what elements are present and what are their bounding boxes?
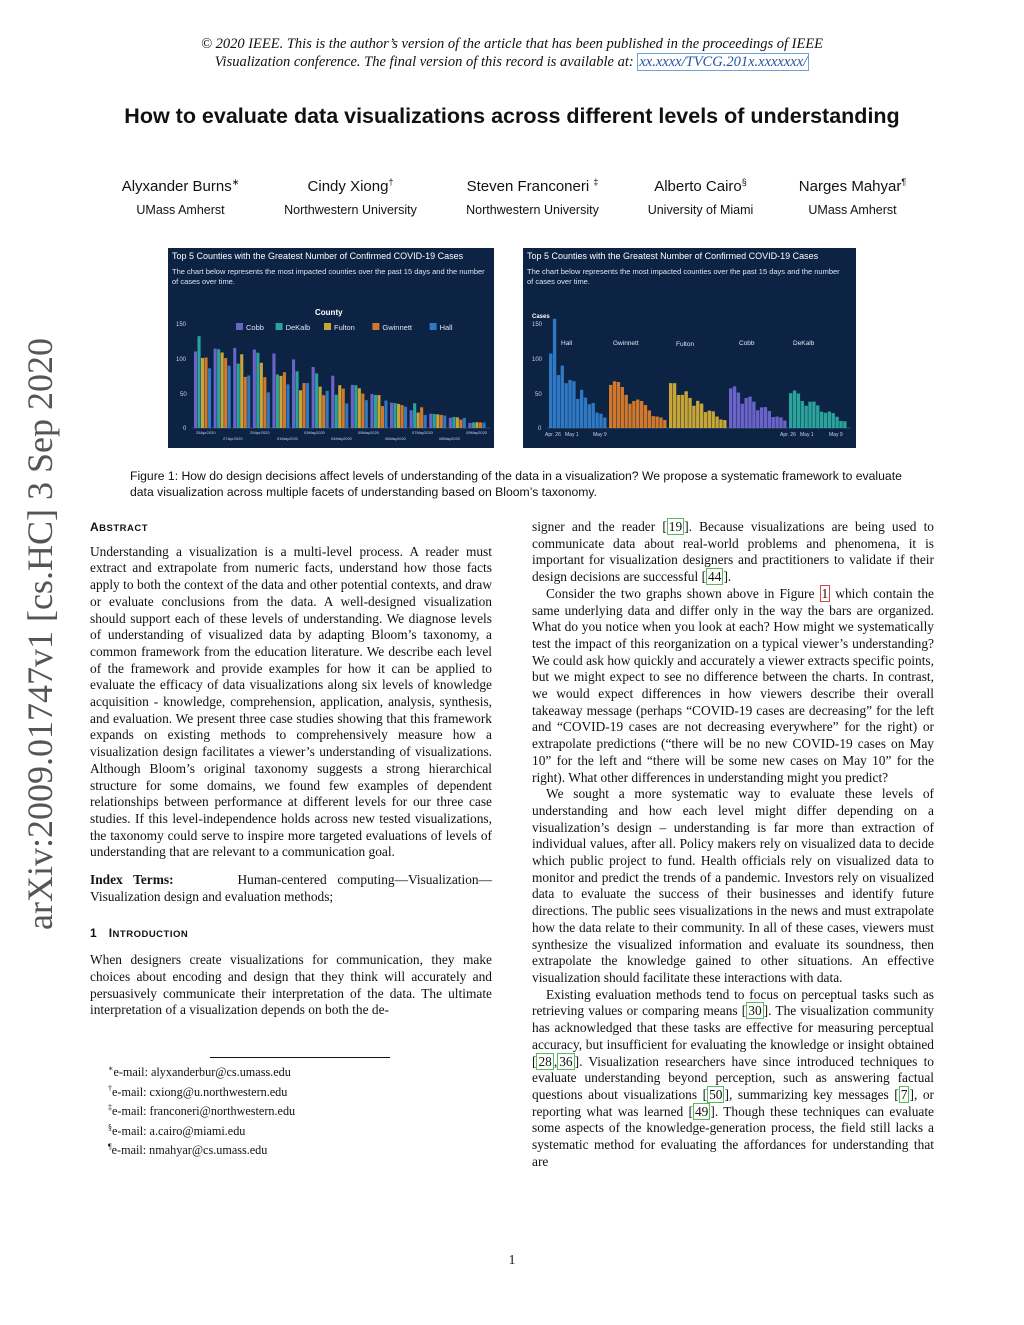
right-bar: [684, 391, 687, 428]
right-bar: [673, 383, 676, 428]
left-bar: [429, 414, 432, 428]
right-bar: [752, 402, 755, 428]
citation-link[interactable]: 44: [708, 569, 722, 585]
author-mark: ‡: [593, 177, 599, 187]
right-chart-subtitle: The chart below represents the most impacted counties over the past 15 days and the number of cases over time.: [527, 267, 840, 286]
rc-text: .: [727, 569, 732, 585]
rc-text: Consider the two graphs shown above in Figure: [546, 585, 820, 601]
left-bar: [475, 422, 478, 428]
copyright-notice: [0, 35, 1024, 71]
left-bar: [306, 383, 309, 428]
right-bar: [599, 414, 602, 428]
left-bar: [244, 377, 247, 428]
right-bar: [621, 387, 624, 428]
left-bar: [433, 414, 436, 428]
left-bar: [315, 373, 318, 428]
left-bar: [303, 383, 306, 428]
right-bar: [797, 393, 800, 428]
right-xtick-r3: May 9: [829, 432, 843, 438]
footnote-rule: [210, 1057, 390, 1058]
paper-title: How to evaluate data visualizations across different levels of understanding: [124, 104, 900, 128]
left-xtick: 06May2020: [385, 436, 406, 441]
right-bar: [737, 393, 740, 428]
left-bar: [345, 403, 348, 428]
left-bar: [472, 422, 475, 428]
right-ytick-50: 50: [535, 392, 542, 398]
abstract-heading-first: A: [90, 520, 100, 534]
left-bar: [361, 394, 364, 428]
footnote-email[interactable]: e-mail: a.cairo@miami.edu: [112, 1123, 246, 1138]
left-bar: [384, 401, 387, 428]
left-bar: [272, 353, 275, 428]
legend-swatch-gwinnett: [372, 323, 379, 330]
right-bar: [741, 404, 744, 428]
right-bar: [561, 366, 564, 428]
left-xtick: 05May2020: [358, 430, 379, 435]
rc-text: . Though these techniques can evaluate some aspects of the knowledge-generation process, the field still lacks a systematic method for evaluating the affordances for understanding that are: [532, 1103, 934, 1169]
intro-paragraph-1: When designers create visualizations for communication, they make choices about encoding and design that they think will accurately and persuasively communicate their interpretation of the data. The ultimate interpretation of a visualization depends on both the de-: [90, 952, 492, 1018]
right-chart-plot: [523, 248, 856, 448]
panel-label-gwinnett: Gwinnett: [613, 340, 639, 347]
footnote-mark: ∗: [108, 1064, 114, 1073]
left-xticks: [196, 430, 488, 441]
right-bar: [760, 407, 763, 428]
right-bar: [624, 395, 627, 428]
right-bar: [644, 405, 647, 428]
left-bar: [410, 410, 413, 428]
left-bar: [342, 389, 345, 428]
left-bar: [247, 376, 250, 428]
right-bar: [783, 420, 786, 428]
author-mark: ∗: [231, 177, 240, 187]
right-bar: [719, 419, 722, 428]
footnote-1: [108, 1061, 488, 1081]
right-bar: [640, 401, 643, 428]
panel-label-dekalb: DeKalb: [793, 340, 815, 347]
right-bar: [832, 413, 835, 428]
footnote-mark: †: [108, 1083, 112, 1093]
footnote-2: [108, 1081, 488, 1101]
left-bar: [377, 395, 380, 428]
right-bar: [772, 417, 775, 428]
left-bar: [256, 353, 259, 428]
left-xtick: 29Apr2020: [250, 430, 270, 435]
legend-swatch-hall: [430, 323, 437, 330]
rc-text: signer and the reader: [532, 519, 663, 534]
author-5: [770, 177, 935, 218]
left-bar: [253, 350, 256, 428]
right-bar: [669, 383, 672, 428]
author-mark: §: [741, 177, 747, 187]
left-xtick: 08May2020: [439, 436, 460, 441]
right-bar: [756, 410, 759, 428]
right-bar: [692, 406, 695, 428]
left-chart-plot: [168, 248, 494, 448]
left-bar: [217, 349, 220, 428]
left-bar: [459, 420, 462, 428]
rc-paragraph-3: We sought a more systematic way to evaluate these levels of understanding and how each level might differ depending on a visualization’s design – understanding is far more than extraction of individual values, after all. Policy makers rely on visualized data to decide which public project to fund. Health officials rely on visualized data to monitor and predict the trends of a pandemic. Investors rely on visualized data to evaluate the success of their businesses and identify future directions. The public sees visualizations in the news and must extrapolate how the data relate to their community. In all of these cases, viewers must synthesize the visualized information and evaluate its soundness, then extrapolate the knowledge gained to other situations. An effective visualization should facilitate these interactions with data.: [532, 786, 934, 985]
figure-left-chart: [168, 248, 494, 448]
intro-heading: [90, 925, 492, 944]
right-bar: [572, 381, 575, 428]
author-3: [445, 177, 620, 218]
left-bar: [208, 368, 211, 428]
footnotes: [108, 1061, 488, 1159]
left-bar: [381, 406, 384, 428]
intro-heading-rest: NTRODUCTION: [112, 929, 189, 941]
right-bar: [824, 413, 827, 428]
right-bar: [789, 393, 792, 428]
rc-paragraph-4: Existing evaluation methods tend to focus on perceptual tasks such as retrieving values or comparing means [ 30 ]. The visualization community has acknowledged that these tasks are effective for measuring perceptual accuracy, but insufficient for evaluating the knowledge or insight obtained [ 28 , 36 ]. Visualization researchers have since introduced techniques to evaluate understanding beyond perception, such as answering factual questions about visualizations [ 50 ], summarizing key messages [ 7 ], or reporting what was learned [ 49 ]. Though these techniques can evaluate some aspects of the knowledge-generation process, the field still lacks a systematic method for evaluating the affordances for understanding that are: [532, 986, 934, 1169]
right-xtick-l2: May 1: [565, 432, 579, 438]
legend-label-fulton: Fulton: [334, 323, 355, 332]
left-xtick: 01May2020: [277, 436, 298, 441]
left-bar: [463, 418, 466, 428]
left-bar: [482, 423, 485, 428]
right-bar: [568, 380, 571, 428]
left-bar: [424, 415, 427, 428]
right-ytick-100: 100: [532, 357, 543, 363]
footnote-5: [108, 1139, 488, 1159]
left-chart-title: Top 5 Counties with the Greatest Number of Confirmed COVID-19 Cases: [172, 251, 464, 261]
right-chart-title: Top 5 Counties with the Greatest Number of Confirmed COVID-19 Cases: [527, 251, 819, 261]
left-bar: [240, 354, 243, 428]
author-2: [268, 177, 433, 218]
left-bar: [322, 395, 325, 428]
left-bar: [401, 405, 404, 428]
right-bar: [588, 404, 591, 428]
right-column: [532, 519, 934, 1170]
left-ytick-50: 50: [180, 392, 187, 398]
left-bar: [413, 403, 416, 428]
author-affiliation: Northwestern University: [466, 203, 599, 217]
right-bar: [820, 412, 823, 428]
legend-swatch-cobb: [236, 323, 243, 330]
footnote-3: [108, 1100, 488, 1120]
right-bar: [793, 390, 796, 428]
left-bar: [228, 366, 231, 428]
intro-number: 1: [90, 926, 98, 941]
right-bar: [595, 413, 598, 428]
left-bar: [456, 417, 459, 428]
left-bar: [194, 351, 197, 428]
left-bar: [452, 417, 455, 428]
right-bar: [835, 417, 838, 428]
rc-text: . The visualization community has acknowledged that these tasks are effective for measuring perceptual accuracy, but insufficient for evaluating the knowledge or insight obtained: [532, 1003, 934, 1052]
rc-text: , summarizing key messages: [728, 1086, 895, 1102]
left-xtick: 09May2020: [466, 430, 487, 435]
legend-label-gwinnett: Gwinnett: [382, 323, 413, 332]
right-bar: [764, 407, 767, 428]
right-xtick-r1: Apr. 26: [780, 432, 796, 438]
right-bar: [576, 399, 579, 428]
rc-text: , or reporting what was learned: [532, 1086, 934, 1119]
author-name: Steven Franconeri: [466, 178, 590, 195]
left-bar: [440, 415, 443, 428]
right-bars: [549, 319, 847, 428]
left-bar: [224, 358, 227, 428]
left-column: [90, 519, 492, 1019]
left-xtick: 25Apr2020: [196, 430, 216, 435]
citation-link[interactable]: 30: [748, 1003, 762, 1019]
left-bar: [436, 414, 439, 428]
panel-label-fulton: Fulton: [676, 341, 695, 348]
right-bar: [688, 398, 691, 428]
figure-caption: Figure 1: How do design decisions affect levels of understanding of the data in a visualization? We propose a systematic framework to evaluate data visualization across multiple facets of understanding based on Bloom’s taxonomy.: [130, 469, 902, 499]
left-bar: [338, 385, 341, 428]
left-bar: [449, 418, 452, 428]
left-bar: [335, 395, 338, 428]
left-bar: [358, 388, 361, 428]
author-name: Alyxander Burns: [121, 178, 232, 195]
panel-label-cobb: Cobb: [739, 340, 755, 347]
left-bar: [263, 377, 266, 428]
right-bar: [636, 400, 639, 428]
author-mark: †: [388, 177, 394, 187]
right-bar: [659, 418, 662, 428]
abstract-heading-rest: BSTRACT: [99, 523, 149, 534]
right-y-label: Cases: [532, 314, 550, 320]
left-bar: [479, 422, 482, 428]
right-bar: [592, 403, 595, 428]
author-name: Alberto Cairo: [654, 178, 742, 195]
left-bar: [267, 392, 270, 428]
left-bar: [260, 363, 263, 428]
author-affiliation: Northwestern University: [284, 203, 417, 217]
citation-link[interactable]: 28: [538, 1053, 552, 1069]
footnote-mark: ¶: [108, 1142, 112, 1152]
right-bar: [580, 390, 583, 428]
author-name: Cindy Xiong: [307, 178, 389, 195]
right-xtick-l3: May 9: [593, 432, 607, 438]
citation-link[interactable]: 7: [900, 1086, 908, 1102]
right-bar: [839, 421, 842, 428]
right-bar: [652, 416, 655, 428]
index-terms-label: Index Terms:: [90, 872, 174, 888]
left-bar: [319, 387, 322, 428]
left-chart-subtitle: The chart below represents the most impacted counties over the past 15 days and the number of cases over time.: [172, 267, 485, 286]
left-bar: [443, 416, 446, 428]
doi-link[interactable]: xx.xxxx/TVCG.201x.xxxxxxx/: [639, 54, 808, 70]
right-bar: [632, 401, 635, 428]
right-bar: [828, 412, 831, 428]
index-terms-text: Human-centered computing—Visualization—Visualization design and evaluation methods;: [90, 872, 492, 904]
arxiv-stamp: arXiv:2009.01747v1 [cs.HC] 3 Sep 2020: [20, 338, 60, 930]
left-bar: [374, 395, 377, 428]
right-bar: [712, 411, 715, 428]
right-bar: [729, 388, 732, 428]
right-bar: [801, 401, 804, 428]
rc-text: which contain the same underlying data and differ only in the way the bars are organized. What do you notice when you look at each? How might we systematically test the impact of this reorganization on a typical viewer’s understanding? We could ask how quickly and accurately a viewer extracts specific points, but we might expect to see no difference between the charts. In contrast, we would expect differences in how viewers describe their overall takeaway message (perhaps “COVID-19 cases are decreasing” for the left and “COVID-19 cases are not decreasing everywhere” for the right) or extrapolate predictions (“there will be no new COVID-19 cases on May 10” for the left and “there will be some new cases on May 10” for the right). What other differences in understanding might you predict?: [532, 585, 934, 785]
right-bar: [708, 411, 711, 428]
footnote-email[interactable]: e-mail: nmahyar@cs.umass.edu: [111, 1143, 268, 1158]
rc-paragraph-1: signer and the reader [ 19 ]. Because visualizations are being used to communicate data about real-world problems and phenomena, it is important for visualization designers and practitioners to validate if their design decisions are successful [ 44 ].: [532, 519, 934, 585]
left-bar: [221, 352, 224, 428]
notice-line-2-text: Visualization conference. The final version of this record is available at:: [214, 54, 638, 70]
author-affiliation: University of Miami: [647, 203, 754, 217]
left-xtick: 07May2020: [412, 430, 433, 435]
author-mark: ¶: [901, 177, 907, 187]
footnote-mark: §: [108, 1122, 112, 1132]
right-bar: [681, 395, 684, 428]
citation-link[interactable]: 19: [668, 519, 683, 534]
rc-text: Existing evaluation methods tend to focus on perceptual tasks such as retrieving values or comparing means: [532, 986, 934, 1019]
left-bar: [312, 367, 315, 428]
legend-swatch-fulton: [324, 323, 331, 330]
legend-swatch-dekalb: [276, 323, 283, 330]
right-bar: [843, 421, 846, 428]
right-bar: [733, 386, 736, 428]
left-xtick: 27Apr2020: [223, 436, 243, 441]
right-bar: [768, 411, 771, 428]
right-bar: [677, 395, 680, 428]
right-bar: [549, 354, 552, 428]
left-bar: [331, 376, 334, 428]
left-bar: [201, 358, 204, 428]
right-bar: [553, 319, 556, 428]
left-legend: [236, 323, 453, 332]
right-bar: [648, 410, 651, 428]
citation-link[interactable]: 50: [709, 1086, 723, 1102]
legend-label-dekalb: DeKalb: [285, 323, 311, 332]
footnote-email[interactable]: e-mail: cxiong@u.northwestern.edu: [112, 1084, 288, 1099]
left-bar: [417, 413, 420, 428]
right-bar: [584, 398, 587, 428]
left-bar: [237, 364, 240, 428]
left-ytick-150: 150: [176, 322, 187, 328]
notice-line-1: © 2020 IEEE. This is the author’s version of the article that has been published in the proceedings of IEEE: [200, 36, 824, 52]
right-xtick-r2: May 1: [800, 432, 814, 438]
left-bar: [397, 404, 400, 428]
right-bar: [804, 406, 807, 428]
right-bar: [609, 385, 612, 428]
left-bar: [292, 359, 295, 428]
left-bar: [279, 376, 282, 428]
left-bar: [233, 348, 236, 428]
right-bar: [748, 397, 751, 428]
left-bar: [299, 390, 302, 428]
right-bar: [603, 417, 606, 428]
right-bar: [628, 404, 631, 428]
panel-label-hall: Hall: [561, 340, 573, 347]
left-bar: [286, 384, 289, 428]
figure-ref-link[interactable]: 1: [821, 585, 829, 601]
author-affiliation: UMass Amherst: [136, 203, 225, 217]
left-bar: [326, 391, 329, 428]
right-bar: [723, 420, 726, 428]
rc-paragraph-2: [532, 586, 934, 786]
left-bar: [296, 371, 299, 428]
rc-text: . Visualization researchers have since introduced techniques to evaluate understanding beyond perception, such as answering factual questions about visualizations: [532, 1053, 934, 1102]
author-4: [618, 177, 783, 218]
footnote-mark: ‡: [108, 1103, 112, 1113]
abstract-text: Understanding a visualization is a multi-level process. A reader must extract and extrapolate from numeric facts, understand how those facts apply to both the context of the data and other potential contexts, and draw or evaluate conclusions from the data. A well-designed visualization should support each of these levels of understanding. We diagnose levels of understanding of visualized data by adapting Bloom’s taxonomy, a common framework from the education literature. We describe each level of the framework and provide examples for how it can be applied to evaluate the efficacy of data visualizations along six levels of knowledge acquisition - knowledge, comprehension, application, analysis, synthesis, and evaluation. We present three case studies showing that this framework expands on existing methods to comprehensively measure how a visualization design facilitates a viewer’s understanding of visualizations. Although Bloom’s original taxonomy suggests a strong hierarchical structure for some domains, we found few examples of dependent relationships between performance at different levels for our three case studies. If this level-independence holds across new tested visualizations, the taxonomy could serve to inspire more targeted evaluations of levels of understanding that are relevant to a communication goal.: [90, 543, 492, 860]
right-xtick-l1: Apr. 26: [545, 432, 561, 438]
left-bar: [404, 407, 407, 428]
footnote-4: [108, 1120, 488, 1140]
left-ytick-100: 100: [176, 357, 187, 363]
abstract-heading: [90, 519, 492, 538]
left-bar: [205, 357, 208, 428]
right-bar: [744, 398, 747, 428]
left-ytick-0: 0: [183, 426, 187, 432]
citation-link[interactable]: 36: [559, 1053, 573, 1069]
right-bar: [617, 382, 620, 428]
left-bar: [351, 385, 354, 428]
left-bar: [420, 407, 423, 428]
left-bar: [390, 403, 393, 428]
right-bar: [613, 381, 616, 428]
right-ytick-150: 150: [532, 322, 543, 328]
right-bar: [779, 417, 782, 428]
legend-label-cobb: Cobb: [246, 323, 264, 332]
figure-right-chart: [523, 248, 856, 448]
right-bar: [812, 402, 815, 428]
right-bar: [663, 420, 666, 428]
intro-heading-first: I: [108, 926, 113, 941]
author-1: [98, 177, 263, 218]
left-xtick: 04May2020: [331, 436, 352, 441]
right-bar: [557, 375, 560, 428]
citation-link[interactable]: 49: [694, 1103, 709, 1119]
right-bar: [816, 405, 819, 428]
footnote-email[interactable]: e-mail: alyxanderbur@cs.umass.edu: [113, 1065, 291, 1080]
right-bar: [564, 383, 567, 428]
left-bars: [194, 336, 486, 428]
index-terms: [90, 872, 492, 905]
right-bar: [696, 401, 699, 428]
left-bar: [365, 400, 368, 428]
left-bar: [214, 349, 217, 428]
author-affiliation: UMass Amherst: [808, 203, 897, 217]
left-bar: [283, 372, 286, 428]
right-bar: [655, 417, 658, 428]
rc-text: . Because visualizations are being used to communicate data about real-world problems and phenomena, it is important for visualization designers and practitioners to validate if their design decisions are successful: [532, 519, 934, 585]
notice-line-2: [0, 53, 1024, 71]
page-number: 1: [508, 1252, 516, 1267]
left-xtick: 03May2020: [304, 430, 325, 435]
legend-label-hall: Hall: [439, 323, 453, 332]
footnote-email[interactable]: e-mail: franconeri@northwestern.edu: [112, 1104, 296, 1119]
left-bar: [354, 385, 357, 428]
right-ytick-0: 0: [538, 426, 542, 432]
left-legend-title: County: [315, 308, 343, 317]
right-bar: [715, 417, 718, 428]
author-name: Narges Mahyar: [798, 178, 902, 195]
right-bar: [704, 412, 707, 428]
left-bar: [276, 374, 279, 428]
right-bar: [700, 404, 703, 428]
left-bar: [394, 403, 397, 428]
left-bar: [198, 336, 201, 428]
left-bar: [468, 423, 471, 428]
right-bar: [808, 402, 811, 428]
left-bar: [370, 394, 373, 428]
right-bar: [775, 417, 778, 428]
